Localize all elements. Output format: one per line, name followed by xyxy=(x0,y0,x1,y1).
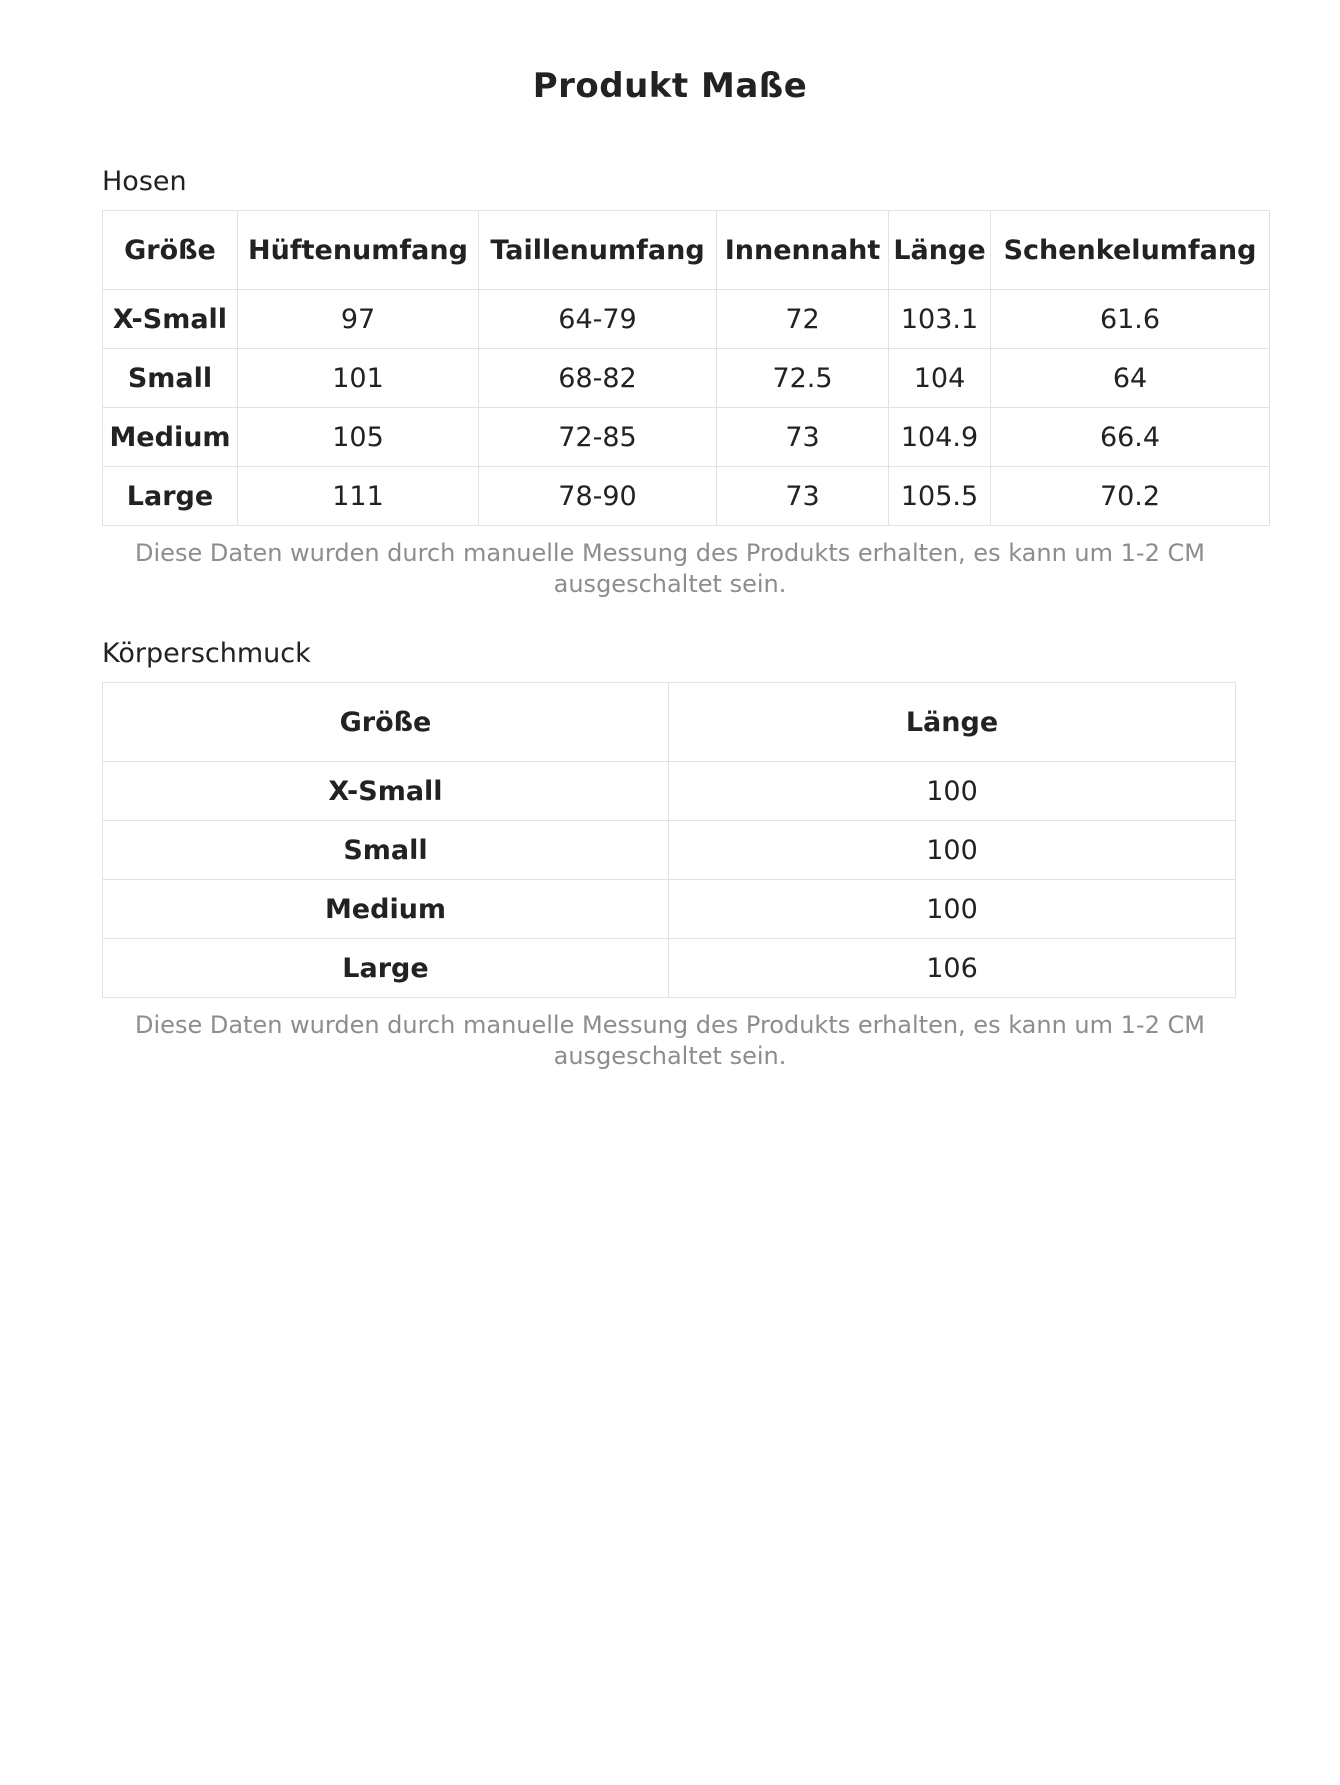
value-cell: 72 xyxy=(717,290,889,349)
value-cell: 64-79 xyxy=(479,290,717,349)
size-cell: Large xyxy=(103,467,238,526)
measurement-note xyxy=(0,538,1340,600)
column-header: Länge xyxy=(669,683,1236,762)
value-cell: 61.6 xyxy=(991,290,1270,349)
value-cell: 100 xyxy=(669,821,1236,880)
note-line: ausgeschaltet sein. xyxy=(553,1042,787,1070)
size-cell: Medium xyxy=(103,880,669,939)
value-cell: 104.9 xyxy=(889,408,991,467)
table-row xyxy=(103,290,1270,349)
table-header-row xyxy=(103,683,1236,762)
table-row xyxy=(103,467,1270,526)
column-header: Größe xyxy=(103,211,238,290)
value-cell: 78-90 xyxy=(479,467,717,526)
table-header-row xyxy=(103,211,1270,290)
page-title: Produkt Maße xyxy=(532,66,808,106)
size-cell: Medium xyxy=(103,408,238,467)
value-cell: 72-85 xyxy=(479,408,717,467)
column-header: Größe xyxy=(103,683,669,762)
value-cell: 100 xyxy=(669,762,1236,821)
note-line: Diese Daten wurden durch manuelle Messung des Produkts erhalten, es kann um 1-2 CM xyxy=(135,539,1205,567)
column-header: Hüftenumfang xyxy=(238,211,479,290)
size-table-hosen xyxy=(102,210,1270,526)
value-cell: 97 xyxy=(238,290,479,349)
value-cell: 104 xyxy=(889,349,991,408)
value-cell: 105 xyxy=(238,408,479,467)
table-row xyxy=(103,821,1236,880)
value-cell: 73 xyxy=(717,408,889,467)
column-header: Schenkelumfang xyxy=(991,211,1270,290)
size-cell: X-Small xyxy=(103,290,238,349)
table-row xyxy=(103,408,1270,467)
value-cell: 103.1 xyxy=(889,290,991,349)
size-cell: Small xyxy=(103,821,669,880)
size-table-koerperschmuck xyxy=(102,682,1236,998)
size-cell: Small xyxy=(103,349,238,408)
column-header: Innennaht xyxy=(717,211,889,290)
column-header: Länge xyxy=(889,211,991,290)
table-row xyxy=(103,880,1236,939)
value-cell: 105.5 xyxy=(889,467,991,526)
size-cell: Large xyxy=(103,939,669,998)
value-cell: 101 xyxy=(238,349,479,408)
table-row xyxy=(103,762,1236,821)
value-cell: 66.4 xyxy=(991,408,1270,467)
note-line: Diese Daten wurden durch manuelle Messung des Produkts erhalten, es kann um 1-2 CM xyxy=(135,1011,1205,1039)
section-hosen xyxy=(102,166,1270,526)
table-row xyxy=(103,939,1236,998)
section-heading: Hosen xyxy=(102,166,187,197)
value-cell: 72.5 xyxy=(717,349,889,408)
value-cell: 64 xyxy=(991,349,1270,408)
value-cell: 100 xyxy=(669,880,1236,939)
value-cell: 73 xyxy=(717,467,889,526)
note-line: ausgeschaltet sein. xyxy=(553,570,787,598)
measurement-note xyxy=(0,1010,1340,1072)
value-cell: 70.2 xyxy=(991,467,1270,526)
value-cell: 106 xyxy=(669,939,1236,998)
size-cell: X-Small xyxy=(103,762,669,821)
section-koerperschmuck xyxy=(102,638,1236,998)
value-cell: 111 xyxy=(238,467,479,526)
column-header: Taillenumfang xyxy=(479,211,717,290)
value-cell: 68-82 xyxy=(479,349,717,408)
section-heading: Körperschmuck xyxy=(102,638,311,669)
table-row xyxy=(103,349,1270,408)
